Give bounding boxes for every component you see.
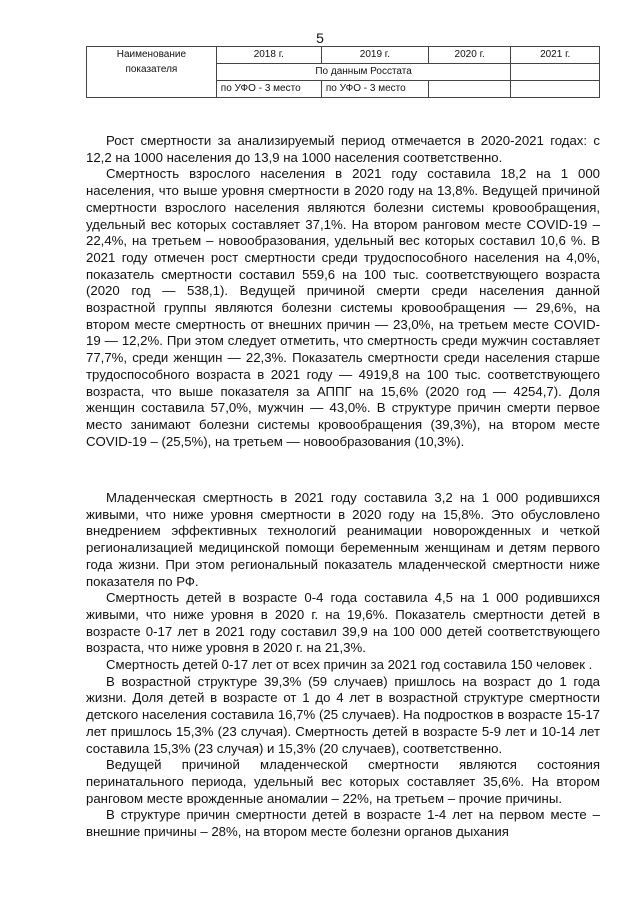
indicator-table [86,46,600,98]
infant-mortality-text-block [86,490,600,841]
paragraph: Рост смертности за анализируемый период отмечается в 2020-2021 годах: с 12,2 на 1000 населения до 13,9 на 1000 населения соответственно. [86,133,600,165]
paragraph: В возрастной структуре 39,3% (59 случаев) пришлось на возраст до 1 года жизни. Доля детей в возрасте от 1 до 4 лет в возрастной структуре смертности детского населения составила 16,7% (25 случаев). На подростков в возрасте 15-17 лет пришлось 15,3% (23 случая). Смертность детей в возрасте 5-9 лет и 10-14 лет составила 15,3% (23 случая) и 15,3% (20 случаев), соответственно. [86,673,600,756]
indicator-header-label: Наименование показателя [116,49,187,75]
table-header-row [87,47,600,64]
year-header-cell: 2019 г. [321,47,428,64]
empty-cell [428,81,510,98]
paragraph: Смертность детей 0-17 лет от всех причин за 2021 год составила 150 человек . [106,657,593,673]
empty-cell [511,81,600,98]
indicator-header-cell [87,47,217,98]
year-header-cell: 2020 г. [428,47,510,64]
paragraph: Смертность взрослого населения в 2021 году составила 18,2 на 1 000 населения, что выше уровня смертности в 2020 году на 13,8%. Ведущей причиной смертности взрослого населения являются болезни системы кровообращения, удельный вес которых составляет 37,1%. На втором ранговом месте COVID-19 – 22,4%, на третьем – новообразования, удельный вес которых составил 10,6 %. В 2021 году отмечен рост смертности среди трудоспособного населения на 4,0%, показатель смертности составил 559,6 на 100 тыс. соответствующего возраста (2020 год — 538,1). Ведущей причиной смерти среди населения данной возрастной группы являются болезни системы кровообращения — 29,6%, на втором месте смертность от внешних причин — 23,0%, на третьем месте COVID-19 — 12,2%. При этом следует отметить, что смертность среди мужчин составляет 77,7%, среди женщин — 22,3%. Показатель смертности среди населения старше трудоспособного возраста в 2021 году — 4919,8 на 100 тыс. соответствующего возраста, что выше показателя за АППГ на 15,6% (2020 год — 4254,7). Доля женщин составила 57,0%, мужчин — 43,0%. В структуре причин смерти первое место занимают болезни системы кровообращения (39,3%), на втором месте COVID-19 – (25,5%), на третьем — новообразования (10,3%). [86,166,600,449]
rank-cell: по УФО - 3 место [216,81,321,98]
page-number: 5 [316,30,324,46]
paragraph: Младенческая смертность в 2021 году составила 3,2 на 1 000 родившихся живыми, что ниже уровня смертности в 2020 году на 15,8%. Это обусловлено внедрением эффективных технологий реанимации новорожденных и четкой регионализацией медицинской помощи беременным женщинам и детям первого года жизни. При этом региональный показатель младенческой смертности ниже показателя по РФ. [86,490,600,589]
paragraph: Смертность детей в возрасте 0-4 года составила 4,5 на 1 000 родившихся живыми, что ниже уровня в 2020 г. на 19,6%. Показатель смертности детей в возрасте 0-17 лет в 2021 году составил 39,9 на 100 000 детей соответствующего возраста, что ниже уровня в 2020 г. на 21,3%. [86,590,600,656]
source-cell: По данным Росстата [216,64,511,81]
empty-cell [511,64,600,81]
year-header-cell: 2018 г. [216,47,321,64]
mortality-text-block [86,133,600,450]
rank-cell: по УФО - 3 место [321,81,428,98]
paragraph: Ведущей причиной младенческой смертности являются состояния перинатального периода, удельный вес которых составляет 35,6%. На втором ранговом месте врожденные аномалии – 22%, на третьем – прочие причины. [86,757,600,806]
paragraph: В структуре причин смертности детей в возрасте 1-4 лет на первом месте – внешние причины – 28%, на втором месте болезни органов дыхания [86,807,600,840]
year-header-cell: 2021 г. [511,47,600,64]
